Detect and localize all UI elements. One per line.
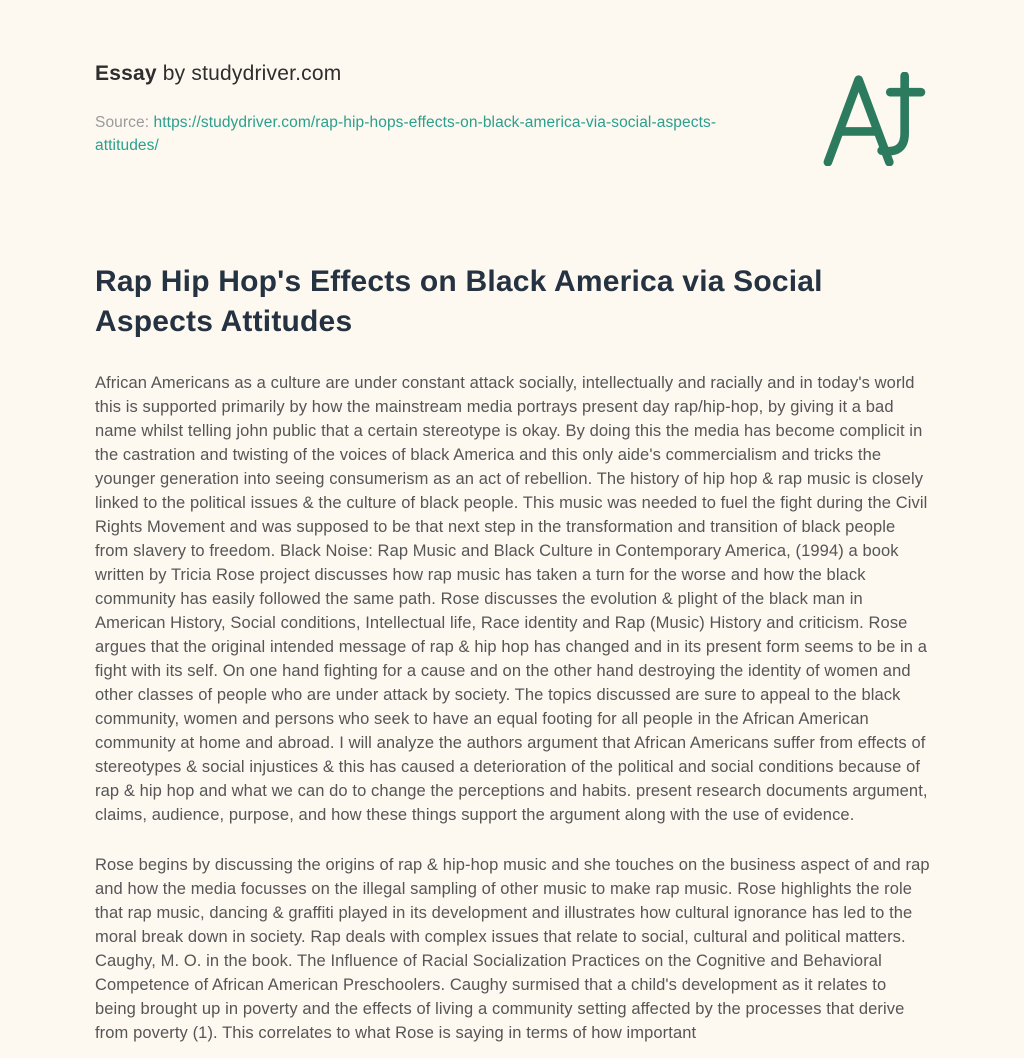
page-header: [95, 62, 930, 166]
source-line: [95, 111, 720, 157]
essay-byline: [95, 62, 720, 86]
source-label: Source:: [95, 114, 154, 131]
header-text-block: [95, 62, 720, 157]
source-link[interactable]: https://studydriver.com/rap-hip-hops-effects-on-black-america-via-social-aspects-attitudes/: [95, 114, 717, 154]
essay-label: Essay: [95, 62, 157, 85]
byline-text: by studydriver.com: [156, 62, 342, 85]
page-title: Rap Hip Hop's Effects on Black America via Social Aspects Attitudes: [95, 265, 823, 338]
essay-paragraph-2: Rose begins by discussing the origins of rap & hip-hop music and she touches on the business aspect of and rap and how the media focusses on the illegal sampling of other music to make rap music. Rose highlights the role that rap music, dancing & graffiti played in its development and illustrates how cultural ignorance has led to the moral break down in society. Rap deals with complex issues that relate to social, cultural and political matters. Caughy, M. O. in the book. The Influence of Racial Socialization Practices on the Cognitive and Behavioral Competence of African American Preschoolers. Caughy surmised that a child's development as it relates to being brought up in poverty and the effects of living a community setting affected by the processes that derive from poverty (1). This correlates to what Rose is saying in terms of how important: [95, 856, 930, 1042]
essay-paragraph-1: African Americans as a culture are under constant attack socially, intellectually and racially and in today's world this is supported primarily by how the mainstream media portrays present day rap/hip-hop, by giving it a bad name whilst telling john public that a certain stereotype is okay. By doing this the media has become complicit in the castration and twisting of the voices of black America and this only aide's commercialism and tricks the younger generation into seeing consumerism as an act of rebellion. The history of hip hop & rap music is closely linked to the political issues & the culture of black people. This music was needed to fuel the fight during the Civil Rights Movement and was supposed to be that next step in the transformation and transition of black people from slavery to freedom. Black Noise: Rap Music and Black Culture in Contemporary America, (1994) a book written by Tricia Rose project discusses how rap music has taken a turn for the worse and how the black community has easily followed the same path. Rose discusses the evolution & plight of the black man in American History, Social conditions, Intellectual life, Race identity and Rap (Music) History and criticism. Rose argues that the original intended message of rap & hip hop has changed and in its present form seems to be in a fight with its self. On one hand fighting for a cause and on the other hand destroying the identity of women and other classes of people who are under attack by society. The topics discussed are sure to appeal to the black community, women and persons who seek to have an equal footing for all people in the African American community at home and abroad. I will analyze the authors argument that African Americans suffer from effects of stereotypes & social injustices & this has caused a deterioration of the political and social conditions because of rap & hip hop and what we can do to change the perceptions and habits. present research documents argument, claims, audience, purpose, and how these things support the argument along with the use of evidence.: [95, 374, 928, 824]
studydriver-logo-icon: [820, 72, 926, 166]
essay-body: [95, 371, 930, 1045]
